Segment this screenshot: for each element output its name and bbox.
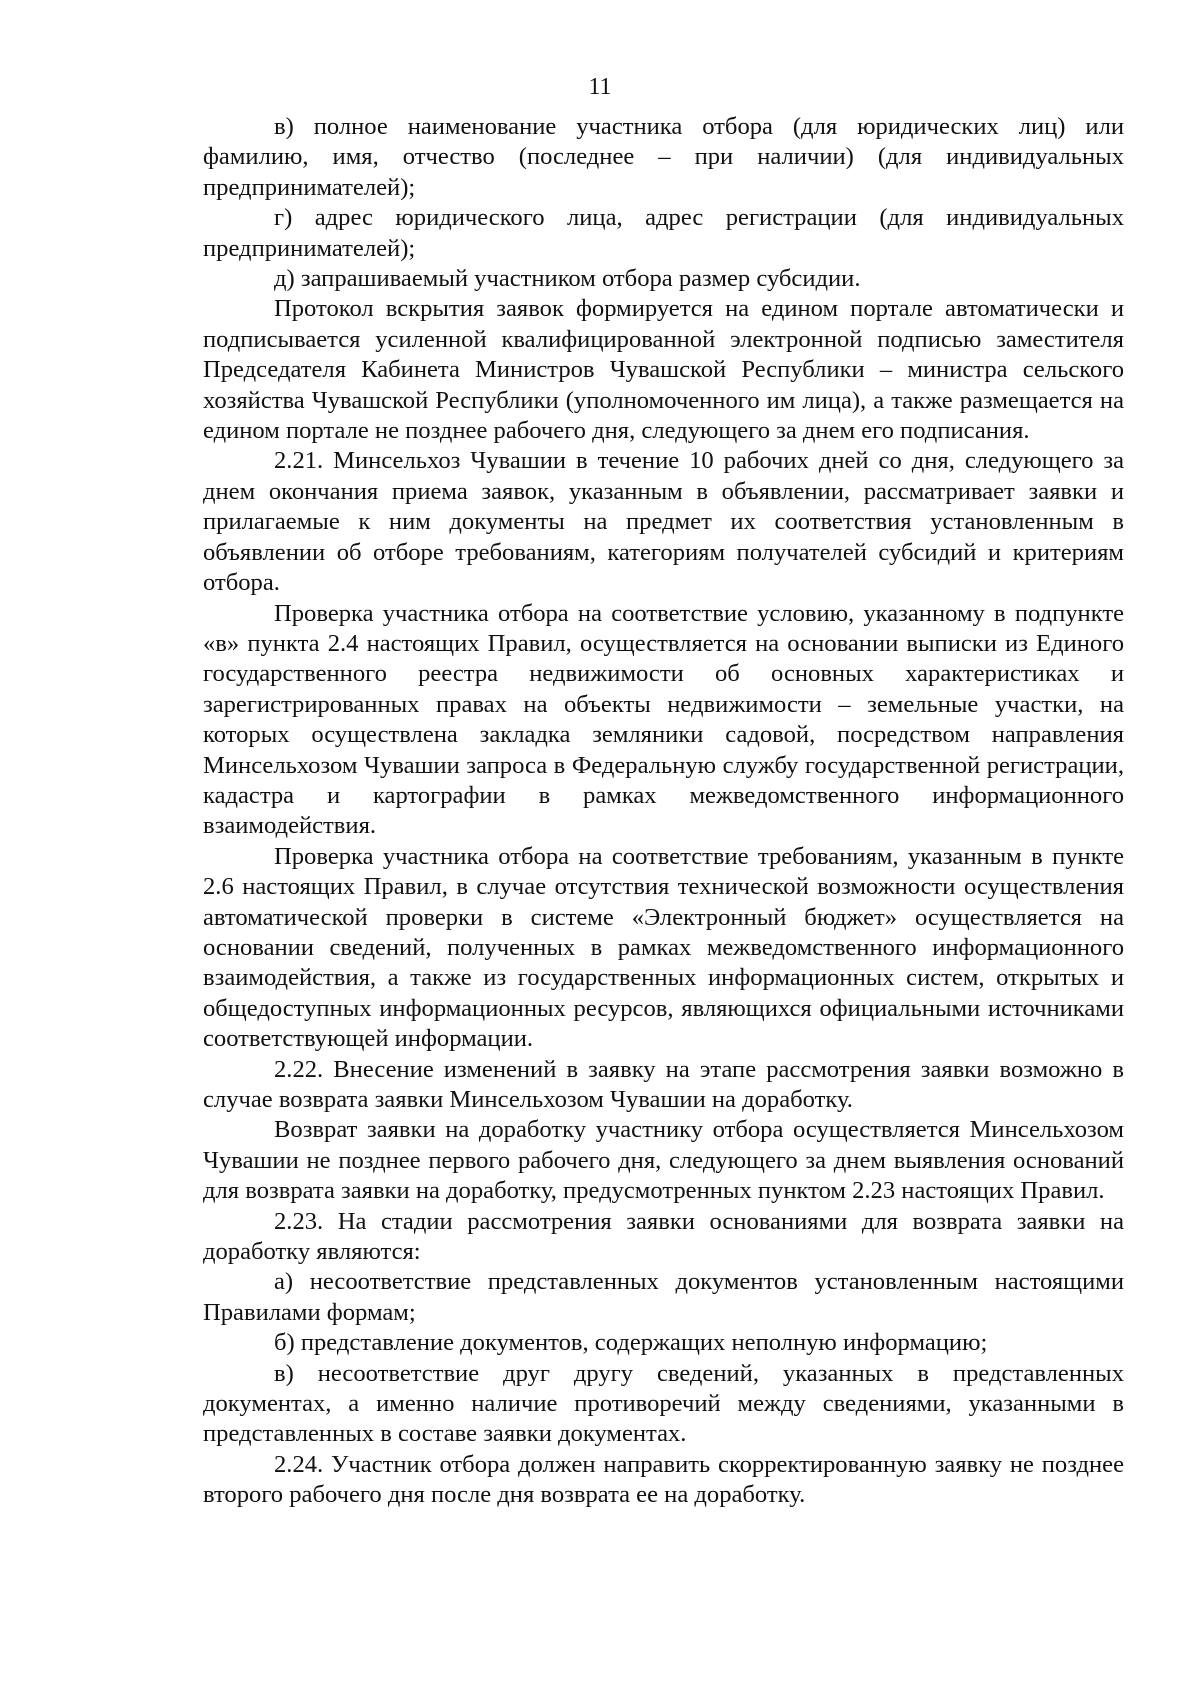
- paragraph-clause-2-21: 2.21. Минсельхоз Чувашии в течение 10 рабочих дней со дня, следующего за днем окончания приема заявок, указанным в объявлении, рассматривает заявки и прилагаемые к ним документы на предмет их соответствия установленным в объявлении об отборе требованиям, категориям получателей субсидий и критериям отбора.: [203, 447, 1124, 597]
- paragraph-requirements-check: Проверка участника отбора на соответствие требованиям, указанным в пункте 2.6 настоящих Правил, в случае отсутствия технической возможности осуществления автоматической проверки в системе «Электронный бюджет» осуществляется на основании сведений, полученных в рамках межведомственного информационного взаимодействия, а также из государственных информационных систем, открытых и общедоступных информационных ресурсов, являющихся официальными источниками соответствующей информации.: [203, 842, 1124, 1053]
- paragraph-item-b-incomplete-info: б) представление документов, содержащих неполную информацию;: [274, 1329, 988, 1357]
- paragraph-clause-2-24: 2.24. Участник отбора должен направить скорректированную заявку не позднее второго рабочего дня после дня возврата ее на доработку.: [203, 1450, 1124, 1509]
- paragraph-land-check: Проверка участника отбора на соответствие условию, указанному в подпункте «в» пункта 2.4 настоящих Правил, осуществляется на основании выписки из Единого государственного реестра недвижимости об основных характеристиках и зарегистрированных правах на объекты недвижимости – земельные участки, на которых осуществлена закладка земляники садовой, посредством направления Минсельхозом Чувашии запроса в Федеральную службу государственной регистрации, кадастра и картографии в рамках межведомственного информационного взаимодействия.: [203, 599, 1124, 840]
- paragraph-item-g-address: г) адрес юридического лица, адрес регистрации (для индивидуальных предпринимателей);: [203, 204, 1124, 262]
- paragraph-clause-2-22: 2.22. Внесение изменений в заявку на этапе рассмотрения заявки возможно в случае возврата заявки Минсельхозом Чувашии на доработку.: [203, 1055, 1124, 1113]
- paragraph-item-v-contradictions: в) несоответствие друг другу сведений, указанных в представленных документах, а именно наличие противоречий между сведениями, указанными в представленных в составе заявки документах.: [203, 1359, 1124, 1448]
- paragraph-opening-protocol: Протокол вскрытия заявок формируется на едином портале автоматически и подписывается усиленной квалифицированной электронной подписью заместителя Председателя Кабинета Министров Чувашской Республики – министра сельского хозяйства Чувашской Республики (уполномоченного им лица), а также размещается на едином портале не позднее рабочего дня, следующего за днем его подписания.: [203, 295, 1124, 445]
- paragraph-item-v-full-name: в) полное наименование участника отбора (для юридических лиц) или фамилию, имя, отчество (последнее – при наличии) (для индивидуальных предпринимателей);: [203, 113, 1124, 201]
- paragraph-item-a-form-mismatch: а) несоответствие представленных документов установленным настоящими Правилами формам;: [203, 1268, 1124, 1326]
- paragraph-return-for-revision: Возврат заявки на доработку участнику отбора осуществляется Минсельхозом Чувашии не позднее первого рабочего дня, следующего за днем выявления оснований для возврата заявки на доработку, предусмотренных пунктом 2.23 настоящих Правил.: [203, 1116, 1124, 1205]
- document-body: [203, 112, 1124, 1511]
- paragraph-item-d-subsidy-amount: д) запрашиваемый участником отбора размер субсидии.: [274, 265, 861, 293]
- paragraph-clause-2-23: 2.23. На стадии рассмотрения заявки основаниями для возврата заявки на доработку являются:: [203, 1207, 1124, 1266]
- page-number: 11: [588, 74, 612, 100]
